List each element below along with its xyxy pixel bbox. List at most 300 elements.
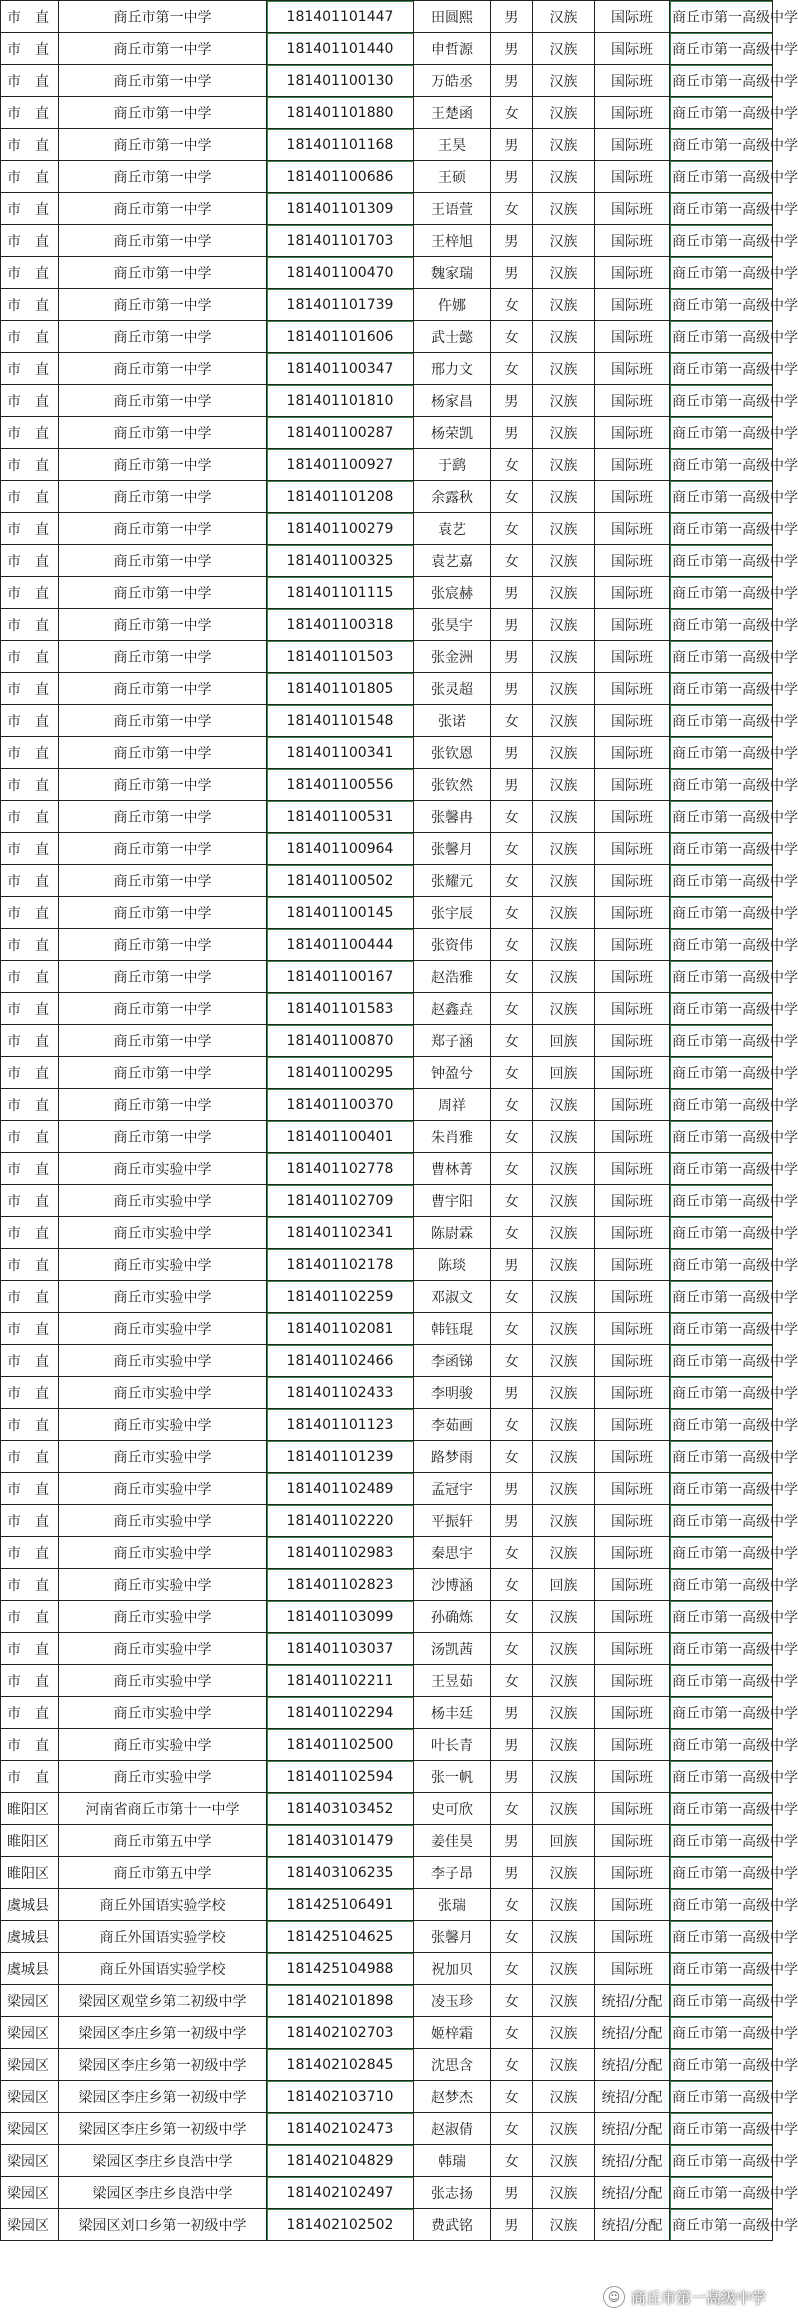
exam-id-cell: 181425104625	[267, 1921, 414, 1953]
admitted-school-cell: 商丘市第一高级中学	[670, 641, 773, 673]
class-type-cell: 国际班	[595, 161, 670, 193]
admitted-school-cell: 商丘市第一高级中学	[670, 1537, 773, 1569]
ethnicity-cell: 汉族	[533, 161, 595, 193]
gender-cell: 女	[491, 1633, 533, 1665]
name-cell: 孟冠宇	[414, 1473, 491, 1505]
school-cell: 商丘市实验中学	[59, 1441, 267, 1473]
class-type-cell: 统招/分配	[595, 1985, 670, 2017]
ethnicity-cell: 汉族	[533, 2209, 595, 2241]
school-cell: 商丘市实验中学	[59, 1345, 267, 1377]
admitted-school-cell: 商丘市第一高级中学	[670, 1057, 773, 1089]
exam-id-cell: 181403101479	[267, 1825, 414, 1857]
name-cell: 万皓丞	[414, 65, 491, 97]
ethnicity-cell: 汉族	[533, 1473, 595, 1505]
name-cell: 沈思含	[414, 2049, 491, 2081]
exam-id-cell: 181401102294	[267, 1697, 414, 1729]
school-cell: 商丘市第一中学	[59, 961, 267, 993]
name-cell: 姬梓霜	[414, 2017, 491, 2049]
table-row	[1, 993, 773, 1025]
gender-cell: 女	[491, 2113, 533, 2145]
gender-cell: 女	[491, 897, 533, 929]
table-row	[1, 1953, 773, 1985]
exam-id-cell: 181401101739	[267, 289, 414, 321]
district-cell: 市 直	[1, 289, 59, 321]
gender-cell: 男	[491, 769, 533, 801]
class-type-cell: 国际班	[595, 417, 670, 449]
table-row	[1, 65, 773, 97]
admitted-school-cell: 商丘市第一高级中学	[670, 2177, 773, 2209]
name-cell: 朱肖雅	[414, 1121, 491, 1153]
table-row	[1, 321, 773, 353]
exam-id-cell: 181401102433	[267, 1377, 414, 1409]
name-cell: 仵娜	[414, 289, 491, 321]
school-cell: 商丘市实验中学	[59, 1505, 267, 1537]
name-cell: 张宸赫	[414, 577, 491, 609]
gender-cell: 男	[491, 161, 533, 193]
name-cell: 武士懿	[414, 321, 491, 353]
table-row	[1, 1889, 773, 1921]
admitted-school-cell: 商丘市第一高级中学	[670, 897, 773, 929]
admitted-school-cell: 商丘市第一高级中学	[670, 1121, 773, 1153]
school-cell: 商丘外国语实验学校	[59, 1953, 267, 1985]
gender-cell: 女	[491, 2081, 533, 2113]
ethnicity-cell: 汉族	[533, 1665, 595, 1697]
ethnicity-cell: 汉族	[533, 1345, 595, 1377]
name-cell: 田圆熙	[414, 1, 491, 33]
ethnicity-cell: 汉族	[533, 929, 595, 961]
ethnicity-cell: 汉族	[533, 1889, 595, 1921]
admitted-school-cell: 商丘市第一高级中学	[670, 1921, 773, 1953]
table-row	[1, 1281, 773, 1313]
school-cell: 梁园区李庄乡第一初级中学	[59, 2081, 267, 2113]
ethnicity-cell: 汉族	[533, 1281, 595, 1313]
admitted-school-cell: 商丘市第一高级中学	[670, 481, 773, 513]
name-cell: 韩钰琨	[414, 1313, 491, 1345]
gender-cell: 女	[491, 1345, 533, 1377]
ethnicity-cell: 汉族	[533, 1537, 595, 1569]
ethnicity-cell: 汉族	[533, 1153, 595, 1185]
school-cell: 商丘市第一中学	[59, 225, 267, 257]
admitted-school-cell: 商丘市第一高级中学	[670, 1985, 773, 2017]
wechat-bubble-icon: ☺	[603, 2286, 625, 2308]
exam-id-cell: 181401100370	[267, 1089, 414, 1121]
school-cell: 商丘市实验中学	[59, 1697, 267, 1729]
school-cell: 商丘外国语实验学校	[59, 1921, 267, 1953]
exam-id-cell: 181401100287	[267, 417, 414, 449]
district-cell: 市 直	[1, 417, 59, 449]
district-cell: 市 直	[1, 737, 59, 769]
school-cell: 商丘市第一中学	[59, 1121, 267, 1153]
table-row	[1, 449, 773, 481]
exam-id-cell: 181401101208	[267, 481, 414, 513]
name-cell: 张馨月	[414, 833, 491, 865]
name-cell: 周祥	[414, 1089, 491, 1121]
district-cell: 市 直	[1, 609, 59, 641]
name-cell: 魏家瑞	[414, 257, 491, 289]
admitted-school-cell: 商丘市第一高级中学	[670, 2145, 773, 2177]
admitted-school-cell: 商丘市第一高级中学	[670, 1249, 773, 1281]
class-type-cell: 国际班	[595, 1057, 670, 1089]
ethnicity-cell: 回族	[533, 1825, 595, 1857]
district-cell: 市 直	[1, 321, 59, 353]
exam-id-cell: 181401101123	[267, 1409, 414, 1441]
table-row	[1, 1409, 773, 1441]
gender-cell: 男	[491, 1377, 533, 1409]
exam-id-cell: 181401100325	[267, 545, 414, 577]
name-cell: 平振轩	[414, 1505, 491, 1537]
table-row	[1, 833, 773, 865]
exam-id-cell: 181402102497	[267, 2177, 414, 2209]
school-cell: 商丘市第一中学	[59, 353, 267, 385]
table-row	[1, 257, 773, 289]
district-cell: 市 直	[1, 1249, 59, 1281]
admitted-school-cell: 商丘市第一高级中学	[670, 801, 773, 833]
admitted-school-cell: 商丘市第一高级中学	[670, 513, 773, 545]
exam-id-cell: 181401100130	[267, 65, 414, 97]
gender-cell: 男	[491, 129, 533, 161]
watermark-text: 商丘市第一高级中学	[630, 2288, 766, 2307]
district-cell: 市 直	[1, 449, 59, 481]
name-cell: 张一帆	[414, 1761, 491, 1793]
table-row	[1, 1857, 773, 1889]
gender-cell: 女	[491, 801, 533, 833]
district-cell: 市 直	[1, 129, 59, 161]
exam-id-cell: 181401100870	[267, 1025, 414, 1057]
class-type-cell: 国际班	[595, 385, 670, 417]
school-cell: 梁园区李庄乡良浩中学	[59, 2145, 267, 2177]
class-type-cell: 国际班	[595, 993, 670, 1025]
ethnicity-cell: 汉族	[533, 1441, 595, 1473]
district-cell: 市 直	[1, 385, 59, 417]
district-cell: 市 直	[1, 865, 59, 897]
school-cell: 商丘市第一中学	[59, 289, 267, 321]
gender-cell: 女	[491, 1025, 533, 1057]
gender-cell: 男	[491, 577, 533, 609]
district-cell: 市 直	[1, 1, 59, 33]
district-cell: 市 直	[1, 65, 59, 97]
gender-cell: 男	[491, 2177, 533, 2209]
name-cell: 孙确炼	[414, 1601, 491, 1633]
gender-cell: 男	[491, 641, 533, 673]
class-type-cell: 国际班	[595, 1153, 670, 1185]
table-row	[1, 1985, 773, 2017]
district-cell: 梁园区	[1, 1985, 59, 2017]
table-row	[1, 161, 773, 193]
gender-cell: 女	[491, 1985, 533, 2017]
ethnicity-cell: 汉族	[533, 129, 595, 161]
ethnicity-cell: 汉族	[533, 1121, 595, 1153]
ethnicity-cell: 汉族	[533, 1249, 595, 1281]
school-cell: 商丘市第一中学	[59, 641, 267, 673]
district-cell: 市 直	[1, 1345, 59, 1377]
district-cell: 梁园区	[1, 2145, 59, 2177]
table-row	[1, 385, 773, 417]
exam-id-cell: 181401101168	[267, 129, 414, 161]
gender-cell: 女	[491, 289, 533, 321]
exam-id-cell: 181401101239	[267, 1441, 414, 1473]
admitted-school-cell: 商丘市第一高级中学	[670, 865, 773, 897]
district-cell: 市 直	[1, 993, 59, 1025]
gender-cell: 男	[491, 673, 533, 705]
table-row	[1, 1729, 773, 1761]
ethnicity-cell: 汉族	[533, 65, 595, 97]
gender-cell: 女	[491, 353, 533, 385]
district-cell: 市 直	[1, 1121, 59, 1153]
name-cell: 王昊	[414, 129, 491, 161]
exam-id-cell: 181401103037	[267, 1633, 414, 1665]
gender-cell: 女	[491, 449, 533, 481]
name-cell: 李子昂	[414, 1857, 491, 1889]
name-cell: 张宇辰	[414, 897, 491, 929]
exam-id-cell: 181401101805	[267, 673, 414, 705]
school-cell: 商丘市第一中学	[59, 1, 267, 33]
school-cell: 商丘市实验中学	[59, 1665, 267, 1697]
admitted-school-cell: 商丘市第一高级中学	[670, 1313, 773, 1345]
school-cell: 商丘市第一中学	[59, 801, 267, 833]
gender-cell: 女	[491, 1665, 533, 1697]
table-row	[1, 1121, 773, 1153]
exam-id-cell: 181401101583	[267, 993, 414, 1025]
exam-id-cell: 181401102500	[267, 1729, 414, 1761]
class-type-cell: 国际班	[595, 353, 670, 385]
school-cell: 梁园区李庄乡第一初级中学	[59, 2017, 267, 2049]
school-cell: 梁园区李庄乡良浩中学	[59, 2177, 267, 2209]
admitted-school-cell: 商丘市第一高级中学	[670, 33, 773, 65]
gender-cell: 女	[491, 513, 533, 545]
exam-id-cell: 181401102259	[267, 1281, 414, 1313]
district-cell: 虞城县	[1, 1889, 59, 1921]
exam-id-cell: 181401100295	[267, 1057, 414, 1089]
district-cell: 市 直	[1, 1089, 59, 1121]
exam-id-cell: 181403106235	[267, 1857, 414, 1889]
admitted-school-cell: 商丘市第一高级中学	[670, 609, 773, 641]
gender-cell: 女	[491, 1217, 533, 1249]
gender-cell: 女	[491, 1281, 533, 1313]
exam-id-cell: 181401100531	[267, 801, 414, 833]
district-cell: 市 直	[1, 1761, 59, 1793]
district-cell: 市 直	[1, 33, 59, 65]
name-cell: 韩瑞	[414, 2145, 491, 2177]
ethnicity-cell: 汉族	[533, 737, 595, 769]
exam-id-cell: 181401100444	[267, 929, 414, 961]
school-cell: 商丘市第一中学	[59, 321, 267, 353]
table-row	[1, 2113, 773, 2145]
class-type-cell: 国际班	[595, 1601, 670, 1633]
class-type-cell: 国际班	[595, 449, 670, 481]
gender-cell: 女	[491, 1889, 533, 1921]
admitted-school-cell: 商丘市第一高级中学	[670, 769, 773, 801]
school-cell: 商丘市第一中学	[59, 513, 267, 545]
district-cell: 市 直	[1, 1025, 59, 1057]
table-row	[1, 1185, 773, 1217]
district-cell: 市 直	[1, 257, 59, 289]
admitted-school-cell: 商丘市第一高级中学	[670, 1633, 773, 1665]
table-row	[1, 1249, 773, 1281]
district-cell: 市 直	[1, 1569, 59, 1601]
ethnicity-cell: 汉族	[533, 289, 595, 321]
ethnicity-cell: 汉族	[533, 1601, 595, 1633]
school-cell: 河南省商丘市第十一中学	[59, 1793, 267, 1825]
admitted-school-cell: 商丘市第一高级中学	[670, 2049, 773, 2081]
school-cell: 商丘市第一中学	[59, 97, 267, 129]
exam-id-cell: 181401101503	[267, 641, 414, 673]
class-type-cell: 国际班	[595, 1761, 670, 1793]
district-cell: 市 直	[1, 225, 59, 257]
name-cell: 秦思宇	[414, 1537, 491, 1569]
gender-cell: 女	[491, 961, 533, 993]
table-row	[1, 769, 773, 801]
ethnicity-cell: 汉族	[533, 1313, 595, 1345]
name-cell: 王楚函	[414, 97, 491, 129]
district-cell: 梁园区	[1, 2177, 59, 2209]
table-row	[1, 961, 773, 993]
ethnicity-cell: 汉族	[533, 2017, 595, 2049]
admitted-school-cell: 商丘市第一高级中学	[670, 1665, 773, 1697]
exam-id-cell: 181401102466	[267, 1345, 414, 1377]
table-row	[1, 1025, 773, 1057]
admitted-school-cell: 商丘市第一高级中学	[670, 449, 773, 481]
school-cell: 商丘市实验中学	[59, 1409, 267, 1441]
school-cell: 梁园区李庄乡第一初级中学	[59, 2049, 267, 2081]
class-type-cell: 国际班	[595, 609, 670, 641]
name-cell: 张诺	[414, 705, 491, 737]
school-cell: 商丘市第一中学	[59, 705, 267, 737]
school-cell: 商丘市第五中学	[59, 1825, 267, 1857]
ethnicity-cell: 回族	[533, 1057, 595, 1089]
ethnicity-cell: 汉族	[533, 2049, 595, 2081]
admitted-school-cell: 商丘市第一高级中学	[670, 161, 773, 193]
table-row	[1, 1217, 773, 1249]
class-type-cell: 国际班	[595, 897, 670, 929]
gender-cell: 女	[491, 97, 533, 129]
gender-cell: 男	[491, 33, 533, 65]
exam-id-cell: 181401102341	[267, 1217, 414, 1249]
ethnicity-cell: 回族	[533, 1569, 595, 1601]
name-cell: 祝加贝	[414, 1953, 491, 1985]
school-cell: 商丘市第一中学	[59, 993, 267, 1025]
name-cell: 姜佳昊	[414, 1825, 491, 1857]
ethnicity-cell: 汉族	[533, 769, 595, 801]
ethnicity-cell: 回族	[533, 1025, 595, 1057]
table-row	[1, 1313, 773, 1345]
class-type-cell: 国际班	[595, 545, 670, 577]
gender-cell: 女	[491, 1921, 533, 1953]
class-type-cell: 国际班	[595, 129, 670, 161]
district-cell: 市 直	[1, 961, 59, 993]
admitted-school-cell: 商丘市第一高级中学	[670, 1473, 773, 1505]
ethnicity-cell: 汉族	[533, 513, 595, 545]
admitted-school-cell: 商丘市第一高级中学	[670, 993, 773, 1025]
exam-id-cell: 181401100686	[267, 161, 414, 193]
exam-id-cell: 181402104829	[267, 2145, 414, 2177]
district-cell: 市 直	[1, 1601, 59, 1633]
school-cell: 商丘市第一中学	[59, 545, 267, 577]
name-cell: 张志扬	[414, 2177, 491, 2209]
admitted-school-cell: 商丘市第一高级中学	[670, 2017, 773, 2049]
table-row	[1, 1377, 773, 1409]
ethnicity-cell: 汉族	[533, 2145, 595, 2177]
table-row	[1, 1665, 773, 1697]
class-type-cell: 国际班	[595, 33, 670, 65]
admitted-school-cell: 商丘市第一高级中学	[670, 385, 773, 417]
table-row	[1, 1793, 773, 1825]
gender-cell: 男	[491, 1761, 533, 1793]
school-cell: 商丘市第一中学	[59, 129, 267, 161]
ethnicity-cell: 汉族	[533, 705, 595, 737]
ethnicity-cell: 汉族	[533, 1985, 595, 2017]
table-row	[1, 193, 773, 225]
school-cell: 商丘市实验中学	[59, 1377, 267, 1409]
table-row	[1, 1633, 773, 1665]
school-cell: 梁园区刘口乡第一初级中学	[59, 2209, 267, 2241]
admitted-school-cell: 商丘市第一高级中学	[670, 321, 773, 353]
school-cell: 梁园区李庄乡第一初级中学	[59, 2113, 267, 2145]
name-cell: 钟盈兮	[414, 1057, 491, 1089]
class-type-cell: 国际班	[595, 1825, 670, 1857]
table-row	[1, 97, 773, 129]
gender-cell: 男	[491, 1249, 533, 1281]
ethnicity-cell: 汉族	[533, 545, 595, 577]
name-cell: 王硕	[414, 161, 491, 193]
school-cell: 商丘市第一中学	[59, 161, 267, 193]
admitted-school-cell: 商丘市第一高级中学	[670, 289, 773, 321]
class-type-cell: 统招/分配	[595, 2209, 670, 2241]
class-type-cell: 国际班	[595, 577, 670, 609]
admitted-school-cell: 商丘市第一高级中学	[670, 417, 773, 449]
ethnicity-cell: 汉族	[533, 1793, 595, 1825]
class-type-cell: 国际班	[595, 1633, 670, 1665]
name-cell: 袁艺嘉	[414, 545, 491, 577]
class-type-cell: 国际班	[595, 737, 670, 769]
ethnicity-cell: 汉族	[533, 1505, 595, 1537]
school-cell: 商丘市第一中学	[59, 481, 267, 513]
class-type-cell: 国际班	[595, 1793, 670, 1825]
gender-cell: 男	[491, 1857, 533, 1889]
ethnicity-cell: 汉族	[533, 1633, 595, 1665]
district-cell: 睢阳区	[1, 1857, 59, 1889]
table-row	[1, 1537, 773, 1569]
class-type-cell: 国际班	[595, 1121, 670, 1153]
ethnicity-cell: 汉族	[533, 257, 595, 289]
table-row	[1, 1057, 773, 1089]
admitted-school-cell: 商丘市第一高级中学	[670, 1, 773, 33]
exam-id-cell: 181401100145	[267, 897, 414, 929]
district-cell: 市 直	[1, 801, 59, 833]
table-row	[1, 2049, 773, 2081]
ethnicity-cell: 汉族	[533, 1953, 595, 1985]
gender-cell: 男	[491, 1729, 533, 1761]
class-type-cell: 国际班	[595, 1, 670, 33]
exam-id-cell: 181401100341	[267, 737, 414, 769]
school-cell: 商丘市实验中学	[59, 1153, 267, 1185]
name-cell: 沙博涵	[414, 1569, 491, 1601]
class-type-cell: 国际班	[595, 1089, 670, 1121]
exam-id-cell: 181401102709	[267, 1185, 414, 1217]
admitted-school-cell: 商丘市第一高级中学	[670, 673, 773, 705]
admitted-school-cell: 商丘市第一高级中学	[670, 1377, 773, 1409]
district-cell: 市 直	[1, 833, 59, 865]
admitted-school-cell: 商丘市第一高级中学	[670, 65, 773, 97]
class-type-cell: 国际班	[595, 1441, 670, 1473]
admitted-school-cell: 商丘市第一高级中学	[670, 929, 773, 961]
admitted-school-cell: 商丘市第一高级中学	[670, 129, 773, 161]
school-cell: 商丘市第一中学	[59, 417, 267, 449]
name-cell: 李函锑	[414, 1345, 491, 1377]
admitted-school-cell: 商丘市第一高级中学	[670, 257, 773, 289]
district-cell: 市 直	[1, 1633, 59, 1665]
admitted-school-cell: 商丘市第一高级中学	[670, 1281, 773, 1313]
district-cell: 市 直	[1, 353, 59, 385]
